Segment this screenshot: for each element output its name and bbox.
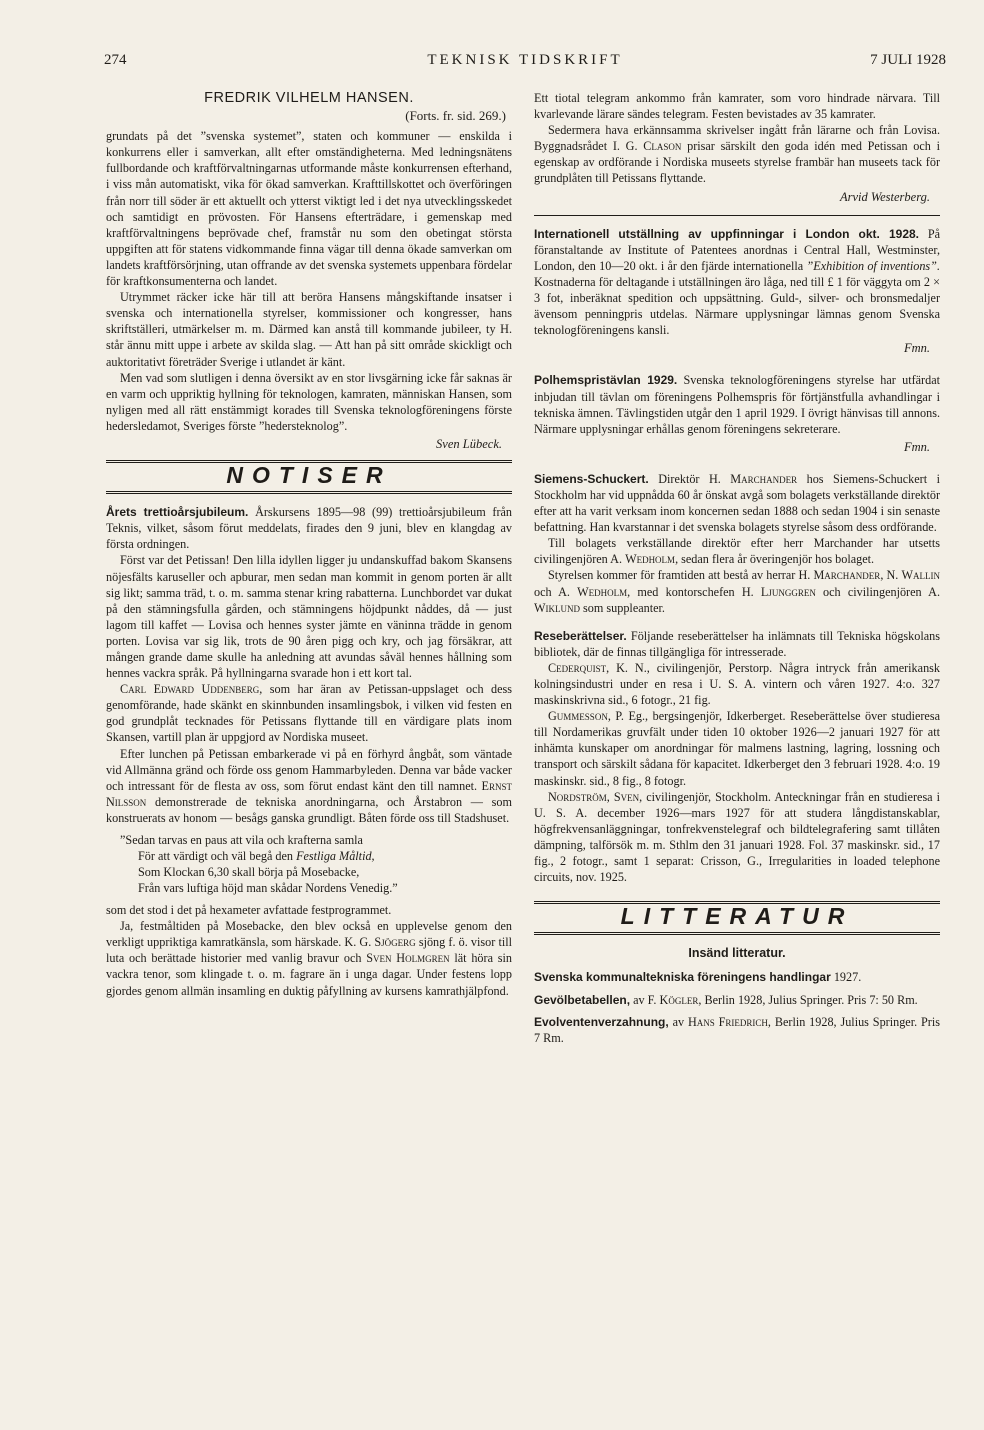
travel-report-entry: Nordström, Sven, civilingenjör, Stockholm. Anteckningar från en studieresa i U. S. A. december 1926—mars 1927 för att studera långdistanskablar, högfrekvensanläggningar, tonfrekvenstelegraf och bildtelegrafering samt tillåten dämpning, talförsök m. m. Sthlm den 31 januari 1928. Fol. 37 maskinskr. sid., 17 fig., 2 fotogr., samt 1 separat: Crisson, G., Irregularities in loaded telephone circuits, nov. 1925. xyxy=(534,789,941,885)
litteratur-subtitle: Insänd litteratur. xyxy=(688,946,786,961)
bio-paragraph-3: Men vad som slutligen i denna översikt av en stor livsgärning icke får saknas är en varm och uppriktig hyllning för teknologen, kamraten, människan Hansen, som nyligen med all rätt enstämmigt korades till Svenska teknologföreningens förste hedersledamot, Sveriges förste ”hedersteknolog”. xyxy=(106,370,512,433)
jubileum-paragraph: Ett tiotal telegram ankommo från kamrater, som voro hindrade närvara. Till kvarlevande lärare sändes telegram. Festen bevistades av 35 kamrater. xyxy=(534,91,940,122)
bio-signature: Sven Lübeck. xyxy=(436,436,502,451)
jubileum-paragraph: Först var det Petissan! Den lilla idyllen ligger ju undanskuffad bakom Skansens nöjesfälts karuseller och apburar, men sedan man kommit in genom porten är allt sig likt; samma träd, t. o. m. samma stenar kring rabatterna. Lunchbordet var dukat på den stämningsfulla gården, och stämningens höjdpunkt nåddes, då — just lagom till kaffet — Lovisa och hennes syster jämte en väninna trädde in genom porten. Lovisa var sig lik, trots de 90 åren pigg och kry, och jag försäkrar, att mången grande dame skulle ha anledning att avundas såväl hennes hållning som hennes vackra språk. På hyllningarna svarade hon i ett kort tal. xyxy=(106,553,512,681)
literature-entry: Evolventenverzahnung, av Hans Friedrich, Berlin 1928, Julius Springer. Pris 7 Rm. xyxy=(534,1014,940,1045)
notiser-title: NOTISER xyxy=(226,462,392,489)
litteratur-title: LITTERATUR xyxy=(620,903,854,930)
page-number: 274 xyxy=(104,52,127,68)
jubileum-paragraph: Sedermera hava erkännsamma skrivelser ingått från lärarne och från Lovisa. Byggnadsrådet I. G. Clason prisar särskilt den goda idén med Petissan och i egenskap av ordförande i Nordiska museets styrelse frambär han museets tack för grundplåten till Petissans flyttande. xyxy=(534,123,941,186)
travel-report-entry: Gummesson, P. Eg., bergsingenjör, Idkerberget. Reseberättelse över studieresa till Nordamerikas gruvfält under tiden 10 oktober 1926—2 januari 1927 för att inhämta kunskaper om anordningar för malmens lastning, lagring, lossning och transport och särskilt sådana för kapacitet. Idkerberget den 3 februari 1928. 4:o. 19 maskinskr. sid., 8 fig., 8 fotogr. xyxy=(534,709,940,788)
right-column xyxy=(534,90,940,1052)
jubileum-paragraph: Efter lunchen på Petissan embarkerade vi på en förhyrd ångbåt, som väntade vid Allmänna gränd och förde oss genom Hammarbyleden. Denna var både vacker och intressant för de flesta av oss, som förut endast känt den till namnet. Ernst Nilsson demonstrerade de tekniska anordningarna, och Årstabron — som konstruerats av honom — besågs ganska grundligt. Båten förde oss till Stadshuset. xyxy=(106,746,512,825)
page-header xyxy=(104,52,946,76)
verse-quote: ”Sedan tarvas en paus att vila och krafterna samla För att värdigt och väl begå den Festliga Måltid, Som Klockan 6,30 skall börja på Mosebacke, Från vars luftiga höjd man skådar Nordens Venedig.” xyxy=(120,833,398,896)
literature-entry: Svenska kommunaltekniska föreningens handlingar 1927. xyxy=(534,970,862,985)
left-column xyxy=(106,90,512,999)
notice-travel-reports: Reseberättelser. Följande reseberättelser ha inlämnats till Tekniska högskolans bibliotek, där de finnas tillgängliga för intresserade. xyxy=(534,628,940,659)
bio-paragraph-2: Utrymmet räcker icke här till att beröra Hansens mångskiftande insatser i svenska och internationella styrelser, kommissioner och kongresser, hans skriftställeri, utmärkelser m. m. Därmed kan anstå till kommande jubileer, ty H. står ännu mitt uppe i arbete av skilda slag. — Att han på sitt område skickligt och auktoritativt företräder Sverige i utlandet är känt. xyxy=(106,290,512,369)
signature-fmn: Fmn. xyxy=(903,341,930,356)
jubileum-signature: Arvid Westerberg. xyxy=(839,189,930,204)
issue-date: 7 JULI 1928 xyxy=(870,52,946,68)
notice-polhem: Polhemspristävlan 1929. Svenska teknologföreningens styrelse har utfärdat inbjudan till tävlan om föreningens Polhemspris för förtjänstfulla avhandlingar i tekniska ämnen. Tävlingstiden utgår den 1 april 1929. I övrigt hänvisas till annons. Närmare upplysningar erhållas genom föreningens sekreterare. xyxy=(534,373,940,436)
divider xyxy=(534,215,940,216)
notice-jubileum: Årets trettioårsjubileum. Årskursens 1895—98 (99) trettioårsjubileum från Teknis, vilket, såsom förut meddelats, firades den 9 juni, blev en klangdag av första ordningen. xyxy=(106,505,513,552)
siemens-paragraph: Till bolagets verkställande direktör efter herr Marchander har utsetts civilingenjören A. Wedholm, sedan flera år överingenjör hos bolaget. xyxy=(534,536,940,567)
jubileum-paragraph: Ja, festmåltiden på Mosebacke, den blev också en upplevelse genom den verkligt uppriktiga kamratkänsla, som härskade. K. G. Sjögerg sjöng f. ö. visor till luta och berättade historier med vanlig bravur och Sven Holmgren lät höra sin vackra tenor, som klingade t. o. m. fagrare än i unga dagar. Under festens lopp gjordes genom allmän insamling en duktig påfyllning av kursens kamrathjälpfond. xyxy=(106,919,512,998)
signature-fmn: Fmn. xyxy=(903,439,930,454)
continued-note: (Forts. fr. sid. 269.) xyxy=(405,108,506,124)
journal-title: TEKNISK TIDSKRIFT xyxy=(427,52,623,68)
travel-report-entry: Cederquist, K. N., civilingenjör, Perstorp. Några intryck från amerikansk kolningsindustri under en resa i U. S. A. vintern och våren 1927. 4:o. 327 maskinskrivna sid., 6 fotogr., 21 fig. xyxy=(534,660,940,708)
siemens-paragraph: Styrelsen kommer för framtiden att bestå av herrar H. Marchander, N. Wallin och A. Wedholm, med kontorschefen H. Ljunggren och civilingenjören A. Wiklund som suppleanter. xyxy=(534,568,940,615)
literature-entry: Gevölbetabellen, av F. Kögler, Berlin 1928, Julius Springer. Pris 7: 50 Rm. xyxy=(534,992,918,1007)
notice-siemens: Siemens-Schuckert. Direktör H. Marchander hos Siemens-Schuckert i Stockholm har vid uppnådda 60 år önskat avgå som bolagets verkställande direktör efter att ha varit verksam inom koncernen sedan 1888 och sedan 1904 i sin senaste befattning. Han kvarstannar i det svenska bolagets styrelse såsom dess ordförande. xyxy=(534,471,940,535)
notice-heading: Årets trettioårsjubileum. xyxy=(106,505,249,520)
notiser-banner xyxy=(106,460,512,494)
jubileum-paragraph: Carl Edward Uddenberg, som har äran av Petissan-uppslaget och dess genomförande, hade skänkt en skinnbunden insamlingsbok, i vilken vid festen en god grundplåt tecknades för Petissans flyttande till en värdigare plats inom Skansen, vartill plan är uppgjord av Nordiska museet. xyxy=(106,682,513,745)
jubileum-paragraph: som det stod i det på hexameter avfattade festprogrammet. xyxy=(106,903,392,918)
bio-paragraph-1: grundats på det ”svenska systemet”, staten och kommuner — enskilda i konkurrens eller i samverkan, allt efter omständigheterna. Med ledningsnätens fullbordande och kraftförvaltningarnas utformande måste konkurrensen efterhand, i viss mån automatiskt, vika för ökad samverkan. Krafttillskottet och överföringen från norr till söder är ett aktuellt och ytterst viktigt led i det nya utvecklingsskedet och samtidigt en prövosten. För Hansens efterträdare, i gemenskap med kraftförvaltningens beprövade chef, framstår nu som den obetingat största uppgiften att för statens vidkommande finna vägar till denna ökade samverkan om landets kraftförsörjning, utan offrande av det svenska systemets uppenbara fördelar för kraftkonsumenterna och landet. xyxy=(106,129,512,289)
bio-title: FREDRIK VILHELM HANSEN. xyxy=(204,90,414,106)
notice-london-exhibition: Internationell utställning av uppfinningar i London okt. 1928. På föranstaltande av Institute of Patentees anordnas i Central Hall, Westminster, London, den 10—20 okt. i år den fjärde internationella ”Exhibition of inventions”. Kostnaderna för deltagande i utställningen äro låga, ned till £ 1 för väggyta om 2 × 3 fot, inberäknat spedition och uppsättning. Guld-, silver- och bronsmedaljer ävensom penningpris utdelas. Närmare upplysningar lämnas genom Svenska teknologföreningens kansli. xyxy=(534,226,941,338)
litteratur-banner xyxy=(534,901,940,935)
